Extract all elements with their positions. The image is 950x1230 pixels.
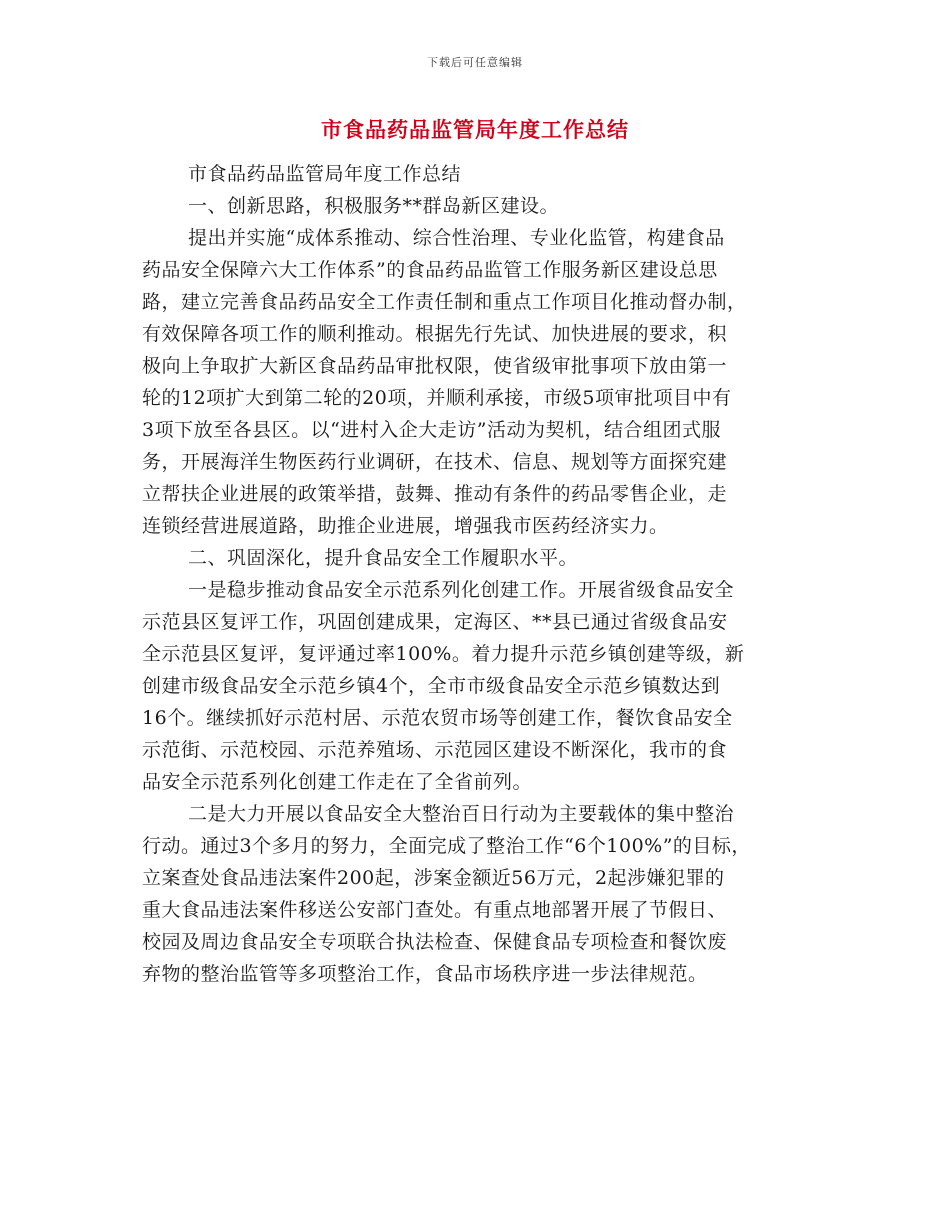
- document-body: [142, 158, 827, 990]
- body-text-line: 重大食品违法案件移送公安部门查处。有重点地部署开展了节假日、: [142, 899, 728, 921]
- body-text-line: 品安全示范系列化创建工作走在了全省前列。: [142, 771, 533, 793]
- body-text-line: 3项下放至各县区。以“进村入企大走访”活动为契机，结合组团式服: [142, 419, 722, 441]
- body-text-line: 极向上争取扩大新区食品药品审批权限，使省级审批事项下放由第一: [142, 355, 728, 377]
- body-text-line: 二、巩固深化，提升食品安全工作履职水平。: [188, 547, 579, 569]
- body-text-line: 二是大力开展以食品安全大整治百日行动为主要载体的集中整治: [188, 803, 735, 825]
- body-text-line: 示范县区复评工作，巩固创建成果，定海区、**县已通过省级食品安: [142, 611, 728, 633]
- body-text-line: 弃物的整治监管等多项整治工作，食品市场秩序进一步法律规范。: [142, 963, 708, 985]
- body-text-line: 轮的12项扩大到第二轮的20项，并顺利承接，市级5项审批项目中有: [142, 387, 732, 409]
- body-text-line: 有效保障各项工作的顺利推动。根据先行先试、加快进展的要求，积: [142, 323, 728, 345]
- body-text-line: 立案查处食品违法案件200起，涉案金额近56万元，2起涉嫌犯罪的: [142, 867, 725, 889]
- body-text-line: 市食品药品监管局年度工作总结: [188, 163, 462, 185]
- body-text-line: 16个。继续抓好示范村居、示范农贸市场等创建工作，餐饮食品安全: [142, 707, 733, 729]
- page-header-note: 下载后可任意编辑: [427, 56, 523, 69]
- body-text-line: 校园及周边食品安全专项联合执法检查、保健食品专项检查和餐饮废: [142, 931, 728, 953]
- body-text-line: 路，建立完善食品药品安全工作责任制和重点工作项目化推动督办制，: [142, 291, 747, 313]
- body-text-line: 立帮扶企业进展的政策举措，鼓舞、推动有条件的药品零售企业，走: [142, 483, 728, 505]
- body-text-line: 一、创新思路，积极服务**群岛新区建设。: [188, 195, 560, 217]
- document-title: 市食品药品监管局年度工作总结: [321, 117, 629, 142]
- body-text-line: 连锁经营进展道路，助推企业进展，增强我市医药经济实力。: [142, 515, 669, 537]
- body-text-line: 一是稳步推动食品安全示范系列化创建工作。开展省级食品安全: [188, 579, 735, 601]
- body-text-line: 创建市级食品安全示范乡镇4个，全市市级食品安全示范乡镇数达到: [142, 675, 721, 697]
- body-text-line: 药品安全保障六大工作体系”的食品药品监管工作服务新区建设总思: [142, 259, 718, 281]
- body-text-line: 全示范县区复评，复评通过率100%。着力提升示范乡镇创建等级，新: [142, 643, 745, 665]
- body-text-line: 行动。通过3个多月的努力，全面完成了整治工作“6个100%”的目标，: [142, 835, 751, 857]
- body-text-line: 示范街、示范校园、示范养殖场、示范园区建设不断深化，我市的食: [142, 739, 728, 761]
- body-text-line: 提出并实施“成体系推动、综合性治理、专业化监管，构建食品: [188, 227, 725, 249]
- body-text-line: 务，开展海洋生物医药行业调研，在技术、信息、规划等方面探究建: [142, 451, 728, 473]
